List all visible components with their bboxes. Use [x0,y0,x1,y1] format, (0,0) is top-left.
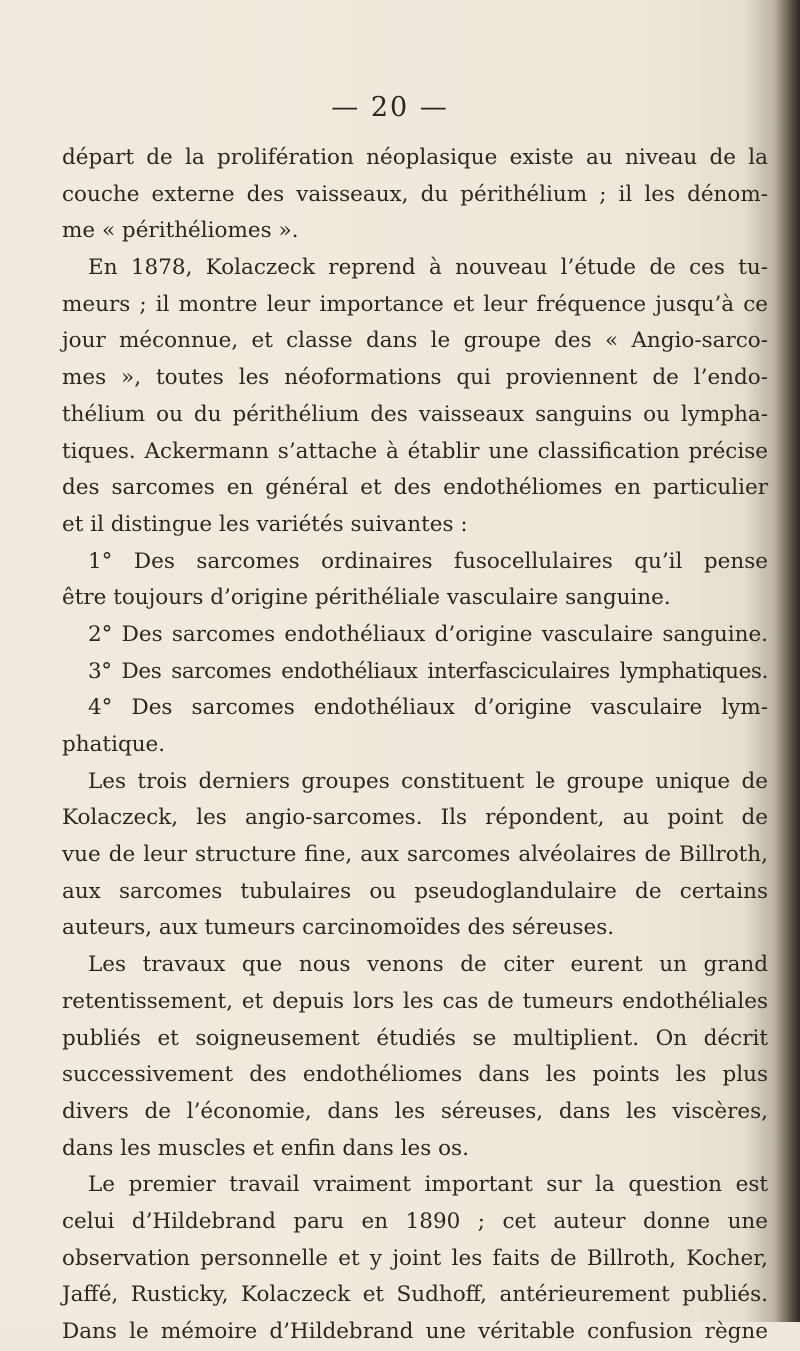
text-line: divers de l’économie, dans les séreuses, dans les viscères, [62,1098,768,1124]
text-line: Les trois derniers groupes constituent le groupe unique de [88,768,768,794]
text-line: Les travaux que nous venons de citer eurent un grand [88,952,768,978]
text-line: celui d’Hildebrand paru en 1890 ; cet auteur donne une [62,1208,768,1234]
text-line: mes », toutes les néoformations qui proviennent de l’endo- [62,365,768,391]
text-line: meurs ; il montre leur importance et leur fréquence jusqu’à ce [62,291,768,317]
text-line: thélium ou du périthélium des vaisseaux sanguins ou lympha- [62,401,768,427]
page-edge-shadow [774,0,800,1322]
text-line: couche externe des vaisseaux, du périthélium ; il les dénom- [62,181,768,207]
text-line: vue de leur structure fine, aux sarcomes alvéolaires de Billroth, [62,842,768,868]
text-line: jour méconnue, et classe dans le groupe des « Angio-sarco- [62,328,768,354]
text-line: départ de la prolifération néoplasique existe au niveau de la [62,145,768,170]
text-line: Dans le mémoire d’Hildebrand une véritable confusion règne [62,1319,768,1344]
text-line: phatique. [62,732,166,757]
text-line: tiques. Ackermann s’attache à établir une classification précise [62,438,768,464]
text-line: et il distingue les variétés suivantes : [62,511,468,537]
text-line: Jaffé, Rusticky, Kolaczeck et Sudhoff, antérieurement publiés. [62,1282,768,1308]
text-line: me « périthéliomes ». [62,218,299,244]
text-line: observation personnelle et y joint les faits de Billroth, Kocher, [62,1245,768,1271]
text-line: retentissement, et depuis lors les cas de tumeurs endothéliales [62,988,768,1014]
text-line: 2° Des sarcomes endothéliaux d’origine vasculaire sanguine. [88,621,768,647]
text-line: des sarcomes en général et des endothéliomes en particulier [62,475,768,501]
text-line: 3° Des sarcomes endothéliaux interfasciculaires lymphatiques. [88,658,768,684]
body-text [62,140,768,1351]
text-line: En 1878, Kolaczeck reprend à nouveau l’étude de ces tu- [88,255,768,281]
text-line: être toujours d’origine périthéliale vasculaire sanguine. [62,585,671,611]
page-number: — 20 — [331,92,449,123]
text-line: 4° Des sarcomes endothéliaux d’origine vasculaire lym- [88,695,768,721]
text-line: auteurs, aux tumeurs carcinomoïdes des séreuses. [62,915,615,941]
text-line: dans les muscles et enfin dans les os. [62,1135,469,1161]
text-line: aux sarcomes tubulaires ou pseudoglandulaire de certains [62,878,768,904]
text-line: successivement des endothéliomes dans les points les plus [62,1062,768,1088]
text-line: Kolaczeck, les angio-sarcomes. Ils répondent, au point de [62,805,768,831]
text-line: Le premier travail vraiment important sur la question est [88,1172,768,1198]
text-line: publiés et soigneusement étudiés se multiplient. On décrit [62,1025,768,1051]
text-line: 1° Des sarcomes ordinaires fusocellulaires qu’il pense [88,548,768,574]
